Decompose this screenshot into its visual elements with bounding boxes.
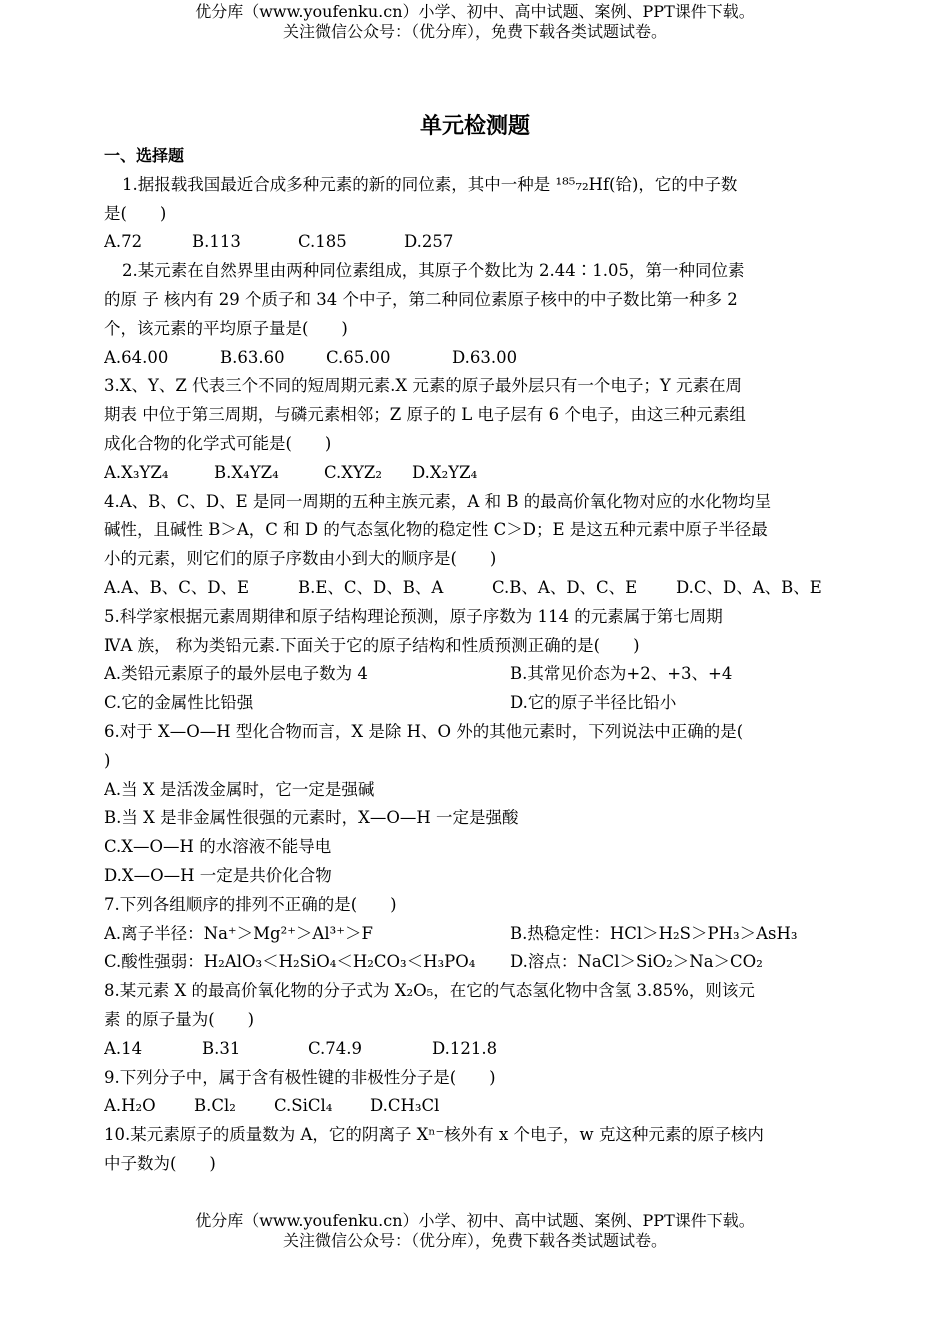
footer-line-2: 关注微信公众号：（优分库），免费下载各类试题试卷。 xyxy=(282,1231,667,1250)
question-4-line-3: 小的元素，则它们的原子序数由小到大的顺序是( ) xyxy=(104,549,497,569)
question-10-line-2: 中子数为( ) xyxy=(104,1153,216,1173)
option-d: D.C、D、A、B、E xyxy=(676,577,822,597)
question-5-line-2: ⅣA 族， 称为类铅元素.下面关于它的原子结构和性质预测正确的是( ) xyxy=(104,635,640,655)
question-list xyxy=(104,142,848,1179)
option-b: B.E、C、D、B、A xyxy=(298,577,444,597)
option-c: C.74.9 xyxy=(308,1038,363,1058)
option-c: C.65.00 xyxy=(326,347,391,367)
option-d: D.257 xyxy=(404,232,454,252)
question-6-line-1: 6.对于 X—O—H 型化合物而言，X 是除 H、O 外的其他元素时，下列说法中正确的是( xyxy=(104,721,744,741)
option-a: A.14 xyxy=(104,1038,143,1058)
option-c: C.XYZ₂ xyxy=(324,462,382,482)
section-heading: 一、选择题 xyxy=(104,146,185,165)
question-4-options xyxy=(104,574,848,603)
question-7-options-cd xyxy=(104,948,848,977)
question-7-options-ab xyxy=(104,920,848,949)
question-7-line-1: 7.下列各组顺序的排列不正确的是( ) xyxy=(104,894,397,914)
header-line-2: 关注微信公众号：（优分库），免费下载各类试题试卷。 xyxy=(282,22,667,41)
option-a: A.离子半径：Na⁺＞Mg²⁺＞Al³⁺＞F xyxy=(104,923,373,943)
question-9-options xyxy=(104,1092,848,1121)
question-3-options xyxy=(104,459,848,488)
option-c: C.它的金属性比铅强 xyxy=(104,693,254,713)
option-b: B.热稳定性：HCl＞H₂S＞PH₃＞AsH₃ xyxy=(510,923,798,943)
question-5-options-ab xyxy=(104,660,848,689)
option-a: A.72 xyxy=(104,232,143,252)
option-d: D.63.00 xyxy=(452,347,518,367)
question-8-line-1: 8.某元素 X 的最高价氧化物的分子式为 X₂O₅，在它的气态氢化物中含氢 3.85%，则该元 xyxy=(104,981,755,1001)
footer-line-1: 优分库（www.youfenku.cn）小学、初中、高中试题、案例、PPT课件下载。 xyxy=(195,1211,755,1230)
option-c: C.SiCl₄ xyxy=(274,1096,333,1116)
question-3-line-3: 成化合物的化学式可能是( ) xyxy=(104,433,332,453)
option-a: A.类铅元素原子的最外层电子数为 4 xyxy=(104,664,368,684)
option-d: D.它的原子半径比铅小 xyxy=(510,693,677,713)
question-2-options xyxy=(104,344,848,373)
option-b: B.113 xyxy=(192,232,241,252)
option-d: D.X₂YZ₄ xyxy=(412,462,478,482)
option-b: B.其常见价态为+2、+3、+4 xyxy=(510,664,733,684)
option-b: B.63.60 xyxy=(220,347,285,367)
option-a: A.64.00 xyxy=(104,347,169,367)
option-b: B.31 xyxy=(202,1038,241,1058)
option-a: A.X₃YZ₄ xyxy=(104,462,169,482)
question-3-line-1: 3.X、Y、Z 代表三个不同的短周期元素.X 元素的原子最外层只有一个电子；Y 元素在周 xyxy=(104,376,742,396)
question-8-options xyxy=(104,1035,848,1064)
header-line-1: 优分库（www.youfenku.cn）小学、初中、高中试题、案例、PPT课件下载。 xyxy=(195,2,755,21)
option-d: D.121.8 xyxy=(432,1038,498,1058)
question-1-line-1: 1.据报载我国最近合成多种元素的新的同位素，其中一种是 ¹⁸⁵₇₂Hf(铪)，它的中子数 xyxy=(122,174,738,194)
question-4-line-2: 碱性，且碱性 B＞A，C 和 D 的气态氢化物的稳定性 C＞D；E 是这五种元素中原子半径最 xyxy=(104,520,768,540)
question-5-line-1: 5.科学家根据元素周期律和原子结构理论预测，原子序数为 114 的元素属于第七周期 xyxy=(104,606,723,626)
question-6-option-a: A.当 X 是活泼金属时，它一定是强碱 xyxy=(104,779,375,799)
question-2-line-1: 2.某元素在自然界里由两种同位素组成，其原子个数比为 2.44∶1.05，第一种同位素 xyxy=(122,261,745,281)
question-6-line-2: ) xyxy=(104,750,111,770)
option-a: A.H₂O xyxy=(104,1096,156,1116)
question-3-line-2: 期表 中位于第三周期，与磷元素相邻；Z 原子的 L 电子层有 6 个电子，由这三种元素组 xyxy=(104,405,746,425)
question-1-line-2: 是( ) xyxy=(104,203,167,223)
option-d: D.溶点：NaCl＞SiO₂＞Na＞CO₂ xyxy=(510,952,763,972)
question-1-options xyxy=(104,228,848,257)
option-b: B.X₄YZ₄ xyxy=(214,462,279,482)
question-10-line-1: 10.某元素原子的质量数为 A，它的阴离子 Xⁿ⁻核外有 x 个电子，w 克这种元素的原子核内 xyxy=(104,1125,764,1145)
question-5-options-cd xyxy=(104,689,848,718)
question-2-line-2: 的原 子 核内有 29 个质子和 34 个中子，第二种同位素原子核中的中子数比第一种多 2 xyxy=(104,289,738,309)
page-title: 单元检测题 xyxy=(419,114,530,139)
question-6-option-b: B.当 X 是非金属性很强的元素时，X—O—H 一定是强酸 xyxy=(104,808,519,828)
option-c: C.185 xyxy=(298,232,347,252)
option-b: B.Cl₂ xyxy=(194,1096,236,1116)
option-a: A.A、B、C、D、E xyxy=(104,577,250,597)
option-c: C.酸性强弱：H₂AlO₃＜H₂SiO₄＜H₂CO₃＜H₃PO₄ xyxy=(104,952,476,972)
question-4-line-1: 4.A、B、C、D、E 是同一周期的五种主族元素，A 和 B 的最高价氧化物对应的水化物均呈 xyxy=(104,491,772,511)
option-d: D.CH₃Cl xyxy=(370,1096,440,1116)
question-9-line-1: 9.下列分子中，属于含有极性键的非极性分子是( ) xyxy=(104,1067,496,1087)
question-6-option-d: D.X—O—H 一定是共价化合物 xyxy=(104,865,332,885)
question-8-line-2: 素 的原子量为( ) xyxy=(104,1009,255,1029)
question-2-line-3: 个，该元素的平均原子量是( ) xyxy=(104,318,348,338)
question-6-option-c: C.X—O—H 的水溶液不能导电 xyxy=(104,837,332,857)
option-c: C.B、A、D、C、E xyxy=(492,577,638,597)
